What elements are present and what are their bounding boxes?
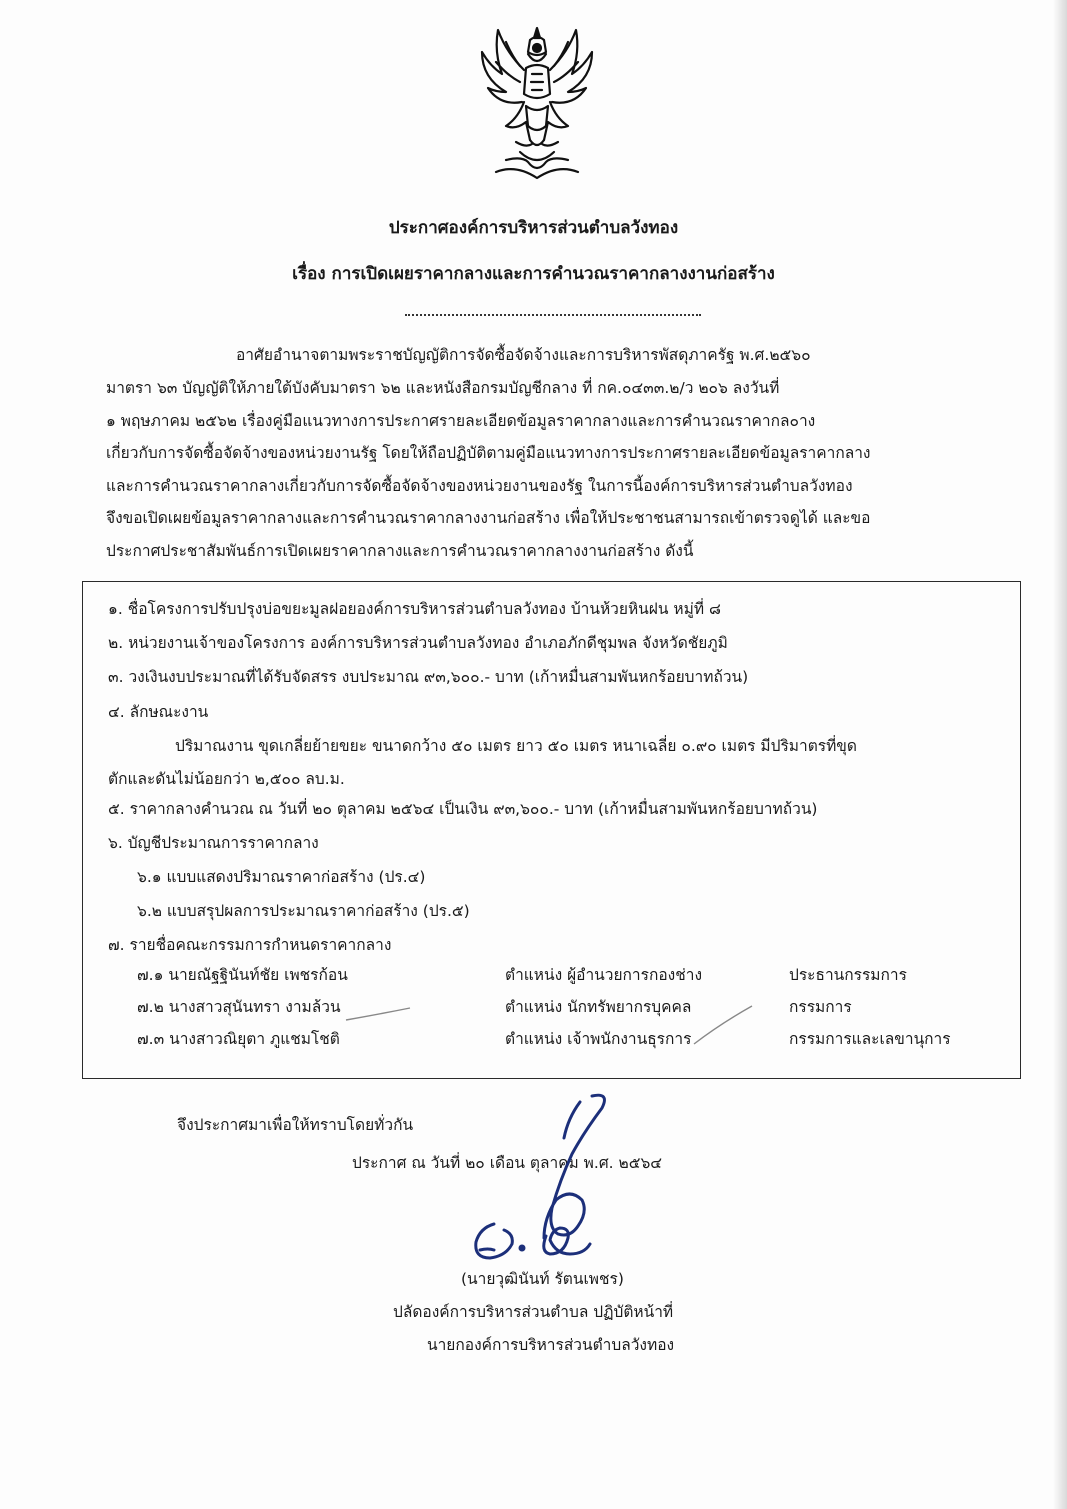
detail-price-form-4: ๖.๑ แบบแสดงปริมาณราคาก่อสร้าง (ปร.๔) [137, 868, 426, 886]
announcement-date: ประกาศ ณ วันที่ ๒๐ เดือน ตุลาคม พ.ศ. ๒๕๖๔ [352, 1154, 663, 1172]
committee-position-3: ตำแหน่ง เจ้าพนักงานธุรการ [505, 1030, 692, 1048]
signatory-title-1: ปลัดองค์การบริหารส่วนตำบล ปฏิบัติหน้าที่ [393, 1303, 674, 1321]
committee-name-3: ๗.๓ นางสาวณิยุตา ภูแชมโชติ [137, 1030, 340, 1048]
committee-role-3: กรรมการและเลขานุการ [789, 1030, 951, 1048]
body-line-1: อาศัยอำนาจตามพระราชบัญญัติการจัดซื้อจัดจ้างและการบริหารพัสดุภาครัฐ พ.ศ.๒๕๖๐ [236, 346, 811, 364]
body-line-3: ๑ พฤษภาคม ๒๕๖๒ เรื่องคู่มือแนวทางการประกาศรายละเอียดข้อมูลราคากลางและการคำนวณราคากล๐าง [106, 412, 816, 430]
body-line-5: และการคำนวณราคากลางเกี่ยวกับการจัดซื้อจัดจ้างของหน่วยงานของรัฐ ในการนี้องค์การบริหารส่วนตำบลวังทอง [106, 477, 853, 495]
detail-item-owner-agency: ๒. หน่วยงานเจ้าของโครงการ องค์การบริหารส่วนตำบลวังทอง อำเภอภักดีชุมพล จังหวัดชัยภูมิ [108, 634, 728, 652]
detail-price-form-5: ๖.๒ แบบสรุปผลการประมาณราคาก่อสร้าง (ปร.๕) [137, 902, 470, 920]
initial-mark-1 [340, 990, 460, 1030]
committee-role-2: กรรมการ [789, 998, 852, 1016]
committee-role-1: ประธานกรรมการ [789, 966, 907, 984]
detail-work-volume: ตักและดันไม่น้อยกว่า ๒,๕๐๐ ลบ.ม. [108, 770, 345, 788]
committee-position-1: ตำแหน่ง ผู้อำนวยการกองช่าง [505, 966, 703, 984]
body-line-2: มาตรา ๖๓ บัญญัติให้ภายใต้บังคับมาตรา ๖๒ และหนังสือกรมบัญชีกลาง ที่ กค.๐๔๓๓.๒/ว ๒๐๖ ลงวันที่ [106, 379, 780, 397]
detail-work-quantity: ปริมาณงาน ขุดเกลี่ยย้ายขยะ ขนาดกว้าง ๕๐ เมตร ยาว ๕๐ เมตร หนาเฉลี่ย ๐.๙๐ เมตร มีปริมาตรที่ขุด [175, 737, 857, 755]
committee-name-2: ๗.๒ นางสาวสุนันทรา งามล้วน [137, 998, 341, 1016]
garuda-emblem [476, 22, 598, 182]
body-line-4: เกี่ยวกับการจัดซื้อจัดจ้างของหน่วยงานรัฐ โดยให้ถือปฏิบัติตามคู่มือแนวทางการประกาศรายละเอียดข้อมูลราคากลาง [106, 444, 871, 462]
committee-name-1: ๗.๑ นายณัฐฐินันท์ชัย เพชรก้อน [137, 966, 348, 984]
document-subject: เรื่อง การเปิดเผยราคากลางและการคำนวณราคากลางงานก่อสร้าง [292, 264, 775, 284]
detail-item-committee: ๗. รายชื่อคณะกรรมการกำหนดราคากลาง [108, 936, 392, 954]
detail-item-budget: ๓. วงเงินงบประมาณที่ได้รับจัดสรร งบประมาณ ๙๓,๖๐๐.- บาท (เก้าหมื่นสามพันหกร้อยบาทถ้วน) [108, 668, 749, 686]
signatory-name: (นายวุฒินันท์ รัตนเพชร) [461, 1270, 624, 1288]
body-line-7: ประกาศประชาสัมพันธ์การเปิดเผยราคากลางและการคำนวณราคากลางงานก่อสร้าง ดังนี้ [106, 542, 694, 560]
detail-item-project-name: ๑. ชื่อโครงการปรับปรุงบ่อขยะมูลฝอยองค์การบริหารส่วนตำบลวังทอง บ้านห้วยหินฝน หมู่ที่ ๘ [108, 600, 721, 618]
signatory-title-2: นายกองค์การบริหารส่วนตำบลวังทอง [427, 1336, 675, 1354]
handwritten-signature [460, 1088, 640, 1278]
title-separator [405, 314, 701, 316]
committee-position-2: ตำแหน่ง นักทรัพยากรบุคคล [505, 998, 692, 1016]
page-edge-shadow [1053, 0, 1067, 1509]
detail-item-price-list: ๖. บัญชีประมาณการราคากลาง [108, 834, 319, 852]
detail-item-median-price: ๕. ราคากลางคำนวณ ณ วันที่ ๒๐ ตุลาคม ๒๕๖๔ เป็นเงิน ๙๓,๖๐๐.- บาท (เก้าหมื่นสามพันหกร้อยบาทถ้วน) [108, 800, 818, 818]
initial-mark-2 [690, 1000, 760, 1050]
detail-item-work-type: ๔. ลักษณะงาน [108, 703, 209, 721]
body-line-6: จึงขอเปิดเผยข้อมูลราคากลางและการคำนวณราคากลางงานก่อสร้าง เพื่อให้ประชาชนสามารถเข้าตรวจดูได้ และขอ [106, 509, 871, 527]
document-title: ประกาศองค์การบริหารส่วนตำบลวังทอง [388, 218, 679, 238]
closing-statement: จึงประกาศมาเพื่อให้ทราบโดยทั่วกัน [177, 1116, 414, 1134]
